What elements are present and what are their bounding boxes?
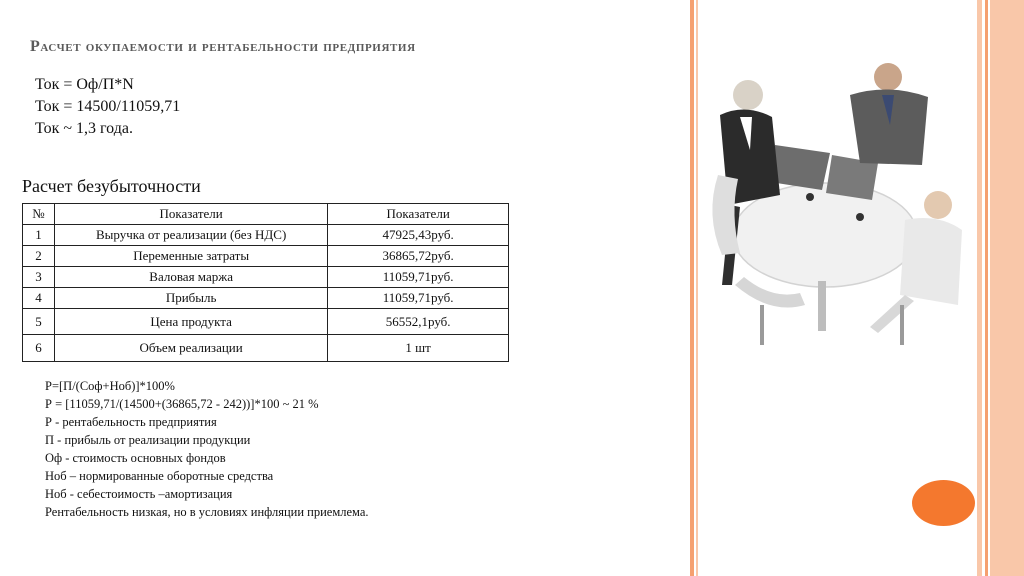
table-row [23, 288, 509, 309]
cell-value: 1 шт [328, 335, 509, 362]
cell-number: 5 [23, 309, 55, 335]
person-head [924, 191, 952, 219]
stripe [696, 0, 698, 576]
note-line: Р - рентабельность предприятия [45, 415, 217, 429]
table-row [23, 246, 509, 267]
table-row [23, 335, 509, 362]
accent-circle [912, 480, 975, 526]
cell-indicator: Объем реализации [54, 335, 327, 362]
cell-indicator: Прибыль [54, 288, 327, 309]
cell-indicator: Выручка от реализации (без НДС) [54, 225, 327, 246]
header-indicator: Показатели [54, 204, 327, 225]
cell-number: 4 [23, 288, 55, 309]
payback-line: Ток = Оф/П*N [35, 76, 134, 93]
cell-value: 11059,71руб. [328, 288, 509, 309]
payback-formulas [35, 74, 180, 140]
cell-value: 36865,72руб. [328, 246, 509, 267]
cell-value: 11059,71руб. [328, 267, 509, 288]
laptop-icon [770, 145, 830, 190]
table-leg [818, 281, 826, 331]
table-row [23, 225, 509, 246]
breakeven-heading: Расчет безубыточности [22, 176, 201, 196]
cell-number: 3 [23, 267, 55, 288]
chair-leg [760, 305, 764, 345]
cell-number: 2 [23, 246, 55, 267]
person-head [733, 80, 763, 110]
cup-icon [806, 193, 814, 201]
stripe [990, 0, 1024, 576]
chair-leg [900, 305, 904, 345]
note-line: Ноб – нормированные оборотные средства [45, 469, 274, 483]
slide-title: Расчет окупаемости и рентабельности предприятия [30, 38, 416, 55]
person-head [874, 63, 902, 91]
cell-indicator: Цена продукта [54, 309, 327, 335]
cell-value: 47925,43руб. [328, 225, 509, 246]
header-number: № [23, 204, 55, 225]
note-line: Ноб - себестоимость –амортизация [45, 487, 233, 501]
note-line: Р = [11059,71/(14500+(36865,72 - 242))]*100 ~ 21 % [45, 397, 319, 411]
note-line: П - прибыль от реализации продукции [45, 433, 251, 447]
breakeven-table [22, 203, 509, 362]
cell-value: 56552,1руб. [328, 309, 509, 335]
stripe [690, 0, 694, 576]
note-line: Р=[П/(Соф+Ноб)]*100% [45, 379, 175, 393]
table-header-row [23, 204, 509, 225]
table-row [23, 267, 509, 288]
cell-indicator: Переменные затраты [54, 246, 327, 267]
note-line: Рентабельность низкая, но в условиях инфляции приемлема. [45, 505, 369, 519]
profitability-notes [45, 377, 369, 521]
cell-indicator: Валовая маржа [54, 267, 327, 288]
note-line: Оф - стоимость основных фондов [45, 451, 226, 465]
cup-icon [856, 213, 864, 221]
person-leg [870, 295, 914, 333]
header-value: Показатели [328, 204, 509, 225]
stripe [985, 0, 988, 576]
person-body [900, 218, 962, 305]
business-meeting-illustration [700, 55, 980, 365]
cell-number: 1 [23, 225, 55, 246]
payback-line: Ток ~ 1,3 года. [35, 120, 133, 137]
payback-line: Ток = 14500/11059,71 [35, 98, 181, 115]
table-row [23, 309, 509, 335]
cell-number: 6 [23, 335, 55, 362]
